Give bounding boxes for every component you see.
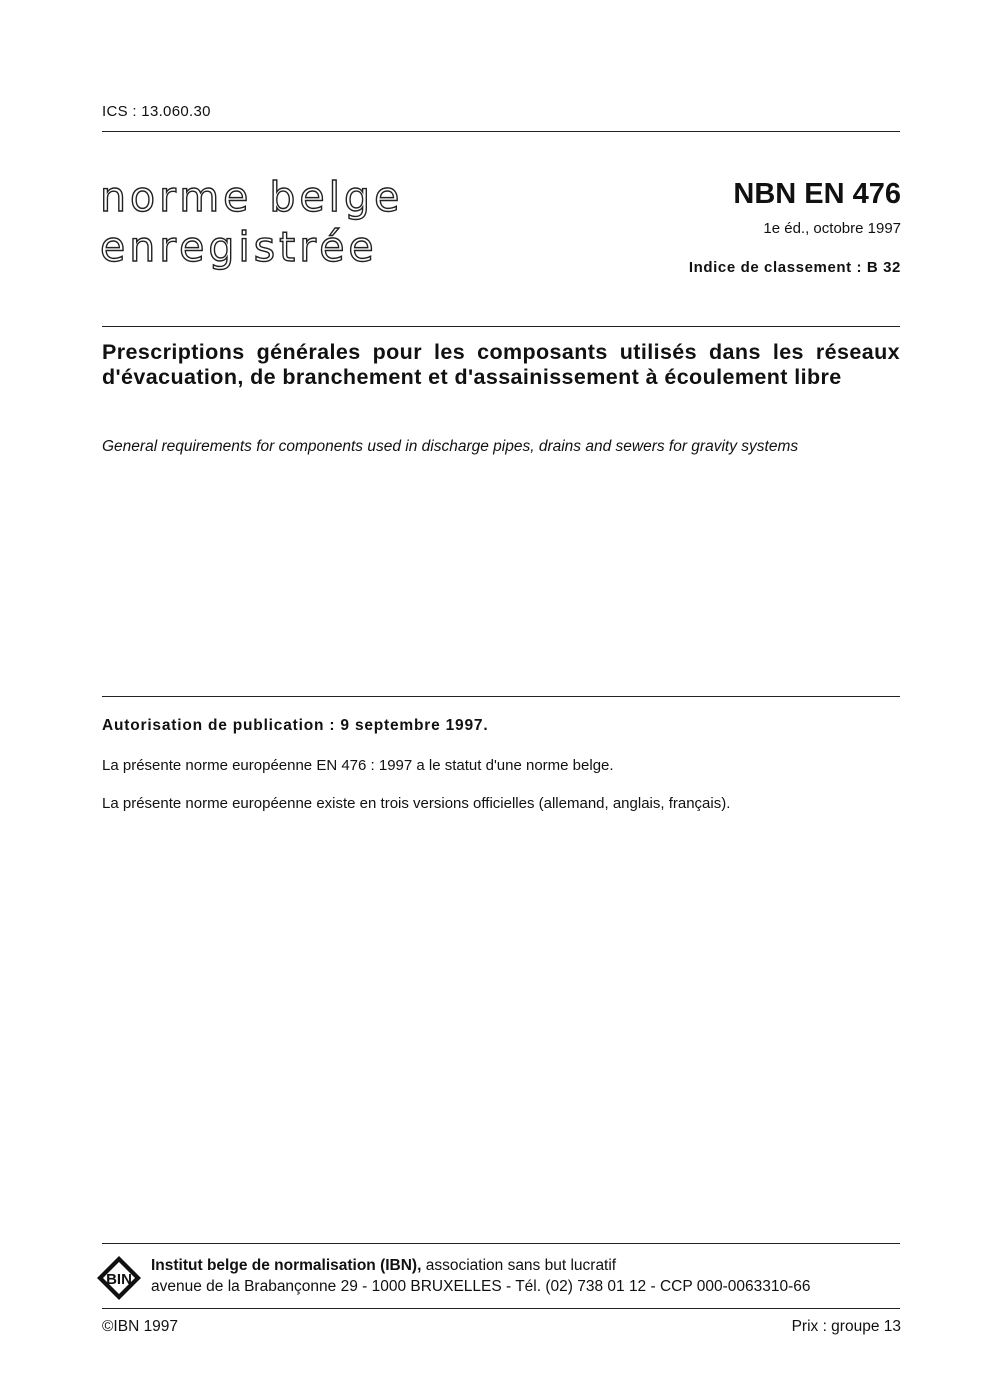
price-group: Prix : groupe 13 (791, 1318, 901, 1335)
ics-code: ICS : 13.060.30 (102, 103, 211, 120)
institute-description: association sans but lucratif (421, 1257, 617, 1274)
institute-line (151, 1257, 616, 1275)
brand-line-1: norme belge (100, 173, 404, 221)
brand-mark (100, 172, 403, 272)
edition: 1e éd., octobre 1997 (763, 220, 901, 237)
ibn-logo-icon (96, 1255, 142, 1301)
body-rule (102, 696, 900, 697)
copyright: ©IBN 1997 (102, 1318, 179, 1335)
brand-line-2: enregistrée (100, 223, 378, 271)
versions-paragraph: La présente norme européenne existe en trois versions officielles (allemand, anglais, français). (102, 795, 731, 812)
publication-authorisation: Autorisation de publication : 9 septembre 1997. (102, 717, 489, 734)
footer-rule (102, 1243, 900, 1244)
title-english: General requirements for components used in discharge pipes, drains and sewers for gravity systems (102, 438, 799, 455)
classification-index: Indice de classement : B 32 (688, 259, 901, 276)
bottom-rule (102, 1308, 900, 1309)
top-rule (102, 131, 900, 132)
institute-address: avenue de la Brabançonne 29 - 1000 BRUXELLES - Tél. (02) 738 01 12 - CCP 000-0063310-66 (151, 1278, 811, 1295)
status-paragraph: La présente norme européenne EN 476 : 1997 a le statut d'une norme belge. (102, 757, 614, 774)
title-french: Prescriptions générales pour les composants utilisés dans les réseaux d'évacuation, de branchement et d'assainissement à écoulement libre (102, 340, 900, 389)
title-rule (102, 326, 900, 327)
institute-name: Institut belge de normalisation (IBN), (151, 1257, 422, 1274)
standard-code: NBN EN 476 (733, 178, 901, 210)
svg-text:BIN: BIN (106, 1271, 132, 1288)
